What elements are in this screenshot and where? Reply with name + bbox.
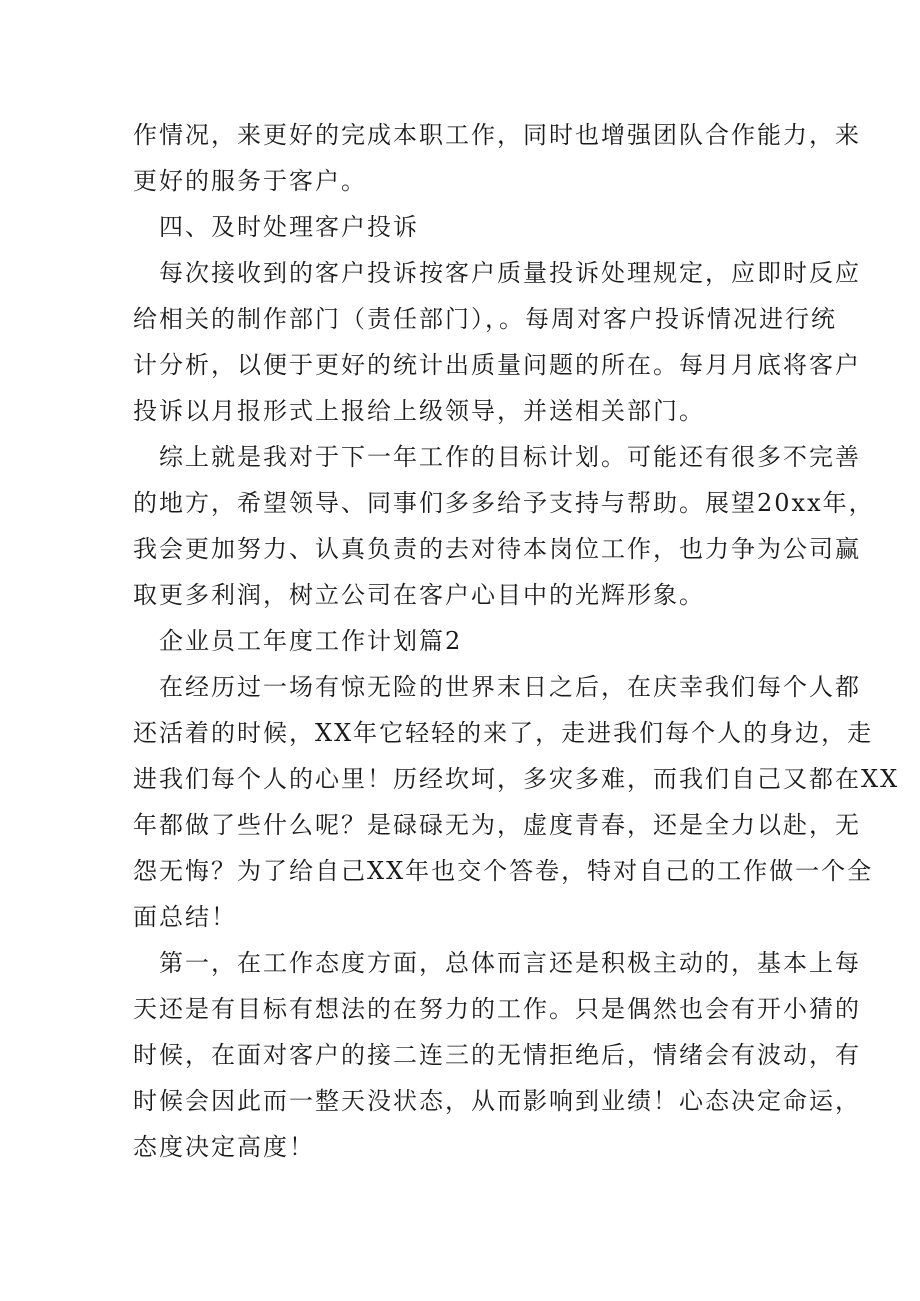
paragraph-line: 还活着的时候，XX年它轻轻的来了，走进我们每个人的身边，走: [133, 719, 874, 747]
paragraph-line: 第一，在工作态度方面，总体而言还是积极主动的，基本上每: [159, 949, 861, 977]
paragraph-line: 在经历过一场有惊无险的世界末日之后，在庆幸我们每个人都: [159, 673, 861, 701]
paragraph-line: 给相关的制作部门（责任部门），。每周对客户投诉情况进行统: [133, 305, 837, 333]
paragraph-line: 面总结！: [133, 903, 237, 931]
paragraph-line: 时候会因此而一整天没状态，从而影响到业绩！心态决定命运，: [133, 1087, 861, 1115]
paragraph-line: 怨无悔？为了给自己XX年也交个答卷，特对自己的工作做一个全: [133, 857, 874, 885]
section-heading: 四、及时处理客户投诉: [159, 213, 419, 241]
paragraph-line: 综上就是我对于下一年工作的目标计划。可能还有很多不完善: [159, 443, 861, 471]
paragraph-line: 每次接收到的客户投诉按客户质量投诉处理规定，应即时反应: [159, 259, 861, 287]
paragraph-line: 投诉以月报形式上报给上级领导，并送相关部门。: [133, 397, 705, 425]
paragraph-line: 我会更加努力、认真负责的去对待本岗位工作，也力争为公司赢: [133, 535, 861, 563]
paragraph-line: 更好的服务于客户。: [133, 167, 367, 195]
paragraph-line: 态度决定高度！: [133, 1133, 315, 1161]
paragraph-line: 进我们每个人的心里！历经坎坷，多灾多难，而我们自己又都在XX: [133, 765, 900, 793]
article-title: 企业员工年度工作计划篇2: [159, 627, 463, 655]
paragraph-line: 的地方，希望领导、同事们多多给予支持与帮助。展望20xx年，: [133, 489, 875, 517]
paragraph-line: 计分析，以便于更好的统计出质量问题的所在。每月月底将客户: [133, 351, 861, 379]
paragraph-line: 天还是有目标有想法的在努力的工作。只是偶然也会有开小猜的: [133, 995, 861, 1023]
paragraph-line: 年都做了些什么呢？是碌碌无为，虚度青春，还是全力以赴，无: [133, 811, 861, 839]
paragraph-line: 时候，在面对客户的接二连三的无情拒绝后，情绪会有波动，有: [133, 1041, 861, 1069]
paragraph-line: 作情况，来更好的完成本职工作，同时也增强团队合作能力，来: [133, 121, 861, 149]
paragraph-line: 取更多利润，树立公司在客户心目中的光辉形象。: [133, 581, 705, 609]
